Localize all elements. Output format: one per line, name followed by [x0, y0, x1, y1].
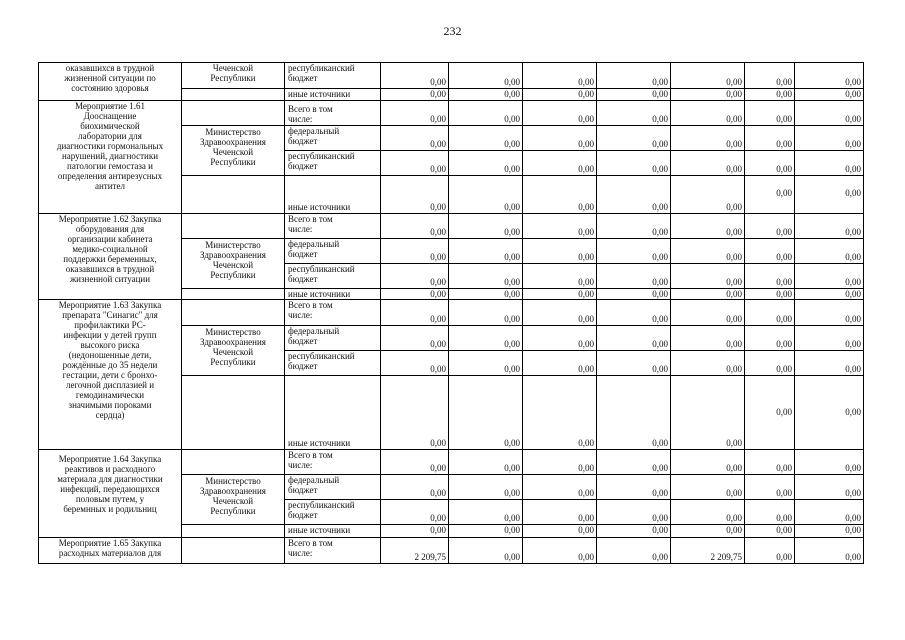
source-cell: федеральный бюджет [284, 325, 380, 350]
value-cell: 0,00 [596, 537, 670, 563]
value-cell: 0,00 [744, 288, 794, 299]
value-cell: 0,00 [380, 474, 448, 499]
value-cell: 0,00 [744, 125, 794, 150]
value-cell: 0,00 [670, 524, 744, 537]
value-cell: 0,00 [522, 88, 596, 100]
value-cell: 0,00 [670, 175, 744, 213]
value-cell: 0,00 [794, 88, 864, 100]
value-cell: 0,00 [670, 350, 744, 375]
value-cell: 0,00 [794, 100, 864, 125]
value-cell: 0,00 [794, 62, 864, 88]
value-cell: 0,00 [522, 449, 596, 474]
source-cell: иные источники [284, 88, 380, 100]
value-cell: 0,00 [794, 325, 864, 350]
value-cell: 0,00 [380, 213, 448, 238]
value-cell: 0,00 [744, 175, 794, 213]
value-cell: 2 209,75 [670, 537, 744, 563]
value-cell: 0,00 [794, 175, 864, 213]
measure-cell-1-64: Мероприятие 1.64 Закупка реактивов и расходного материала для диагностики инфекций, передающихся половым путем, у беремнных и родильниц [38, 449, 181, 537]
value-cell: 0,00 [744, 524, 794, 537]
value-cell: 0,00 [380, 325, 448, 350]
value-cell: 0,00 [522, 213, 596, 238]
source-cell: республиканский бюджет [284, 263, 380, 288]
value-cell: 0,00 [744, 238, 794, 263]
source-cell: Всего в том числе: [284, 299, 380, 325]
value-cell: 0,00 [596, 175, 670, 213]
executor-cell: Чеченской Республики [181, 62, 284, 88]
value-cell: 0,00 [522, 325, 596, 350]
value-cell: 0,00 [448, 299, 522, 325]
executor-cell-empty [181, 88, 284, 100]
value-cell: 0,00 [670, 213, 744, 238]
source-cell: иные источники [284, 375, 380, 449]
value-cell: 0,00 [522, 150, 596, 175]
value-cell: 0,00 [744, 88, 794, 100]
executor-cell-empty [181, 537, 284, 563]
table-bottom-border [38, 563, 864, 564]
value-cell: 0,00 [744, 375, 794, 449]
value-cell: 0,00 [670, 474, 744, 499]
value-cell: 0,00 [380, 499, 448, 524]
value-cell: 0,00 [596, 150, 670, 175]
value-cell: 0,00 [448, 238, 522, 263]
value-cell: 0,00 [670, 325, 744, 350]
source-cell: иные источники [284, 175, 380, 213]
value-cell: 0,00 [596, 299, 670, 325]
value-cell: 0,00 [522, 524, 596, 537]
value-cell: 0,00 [596, 325, 670, 350]
executor-cell: Министерство Здравоохранения Чеченской Республики [181, 238, 284, 288]
value-cell: 0,00 [794, 150, 864, 175]
value-cell: 0,00 [794, 499, 864, 524]
page-number: 232 [443, 24, 462, 38]
value-cell: 0,00 [448, 449, 522, 474]
value-cell: 0,00 [794, 449, 864, 474]
value-cell: 0,00 [744, 537, 794, 563]
value-cell: 0,00 [380, 100, 448, 125]
executor-cell-empty [181, 213, 284, 238]
value-cell: 0,00 [522, 288, 596, 299]
value-cell: 0,00 [596, 288, 670, 299]
value-cell: 0,00 [522, 238, 596, 263]
value-cell: 0,00 [794, 238, 864, 263]
measure-cell-1-63: Мероприятие 1.63 Закупка препарата "Синагис" для профилактики РС- инфекции у детей групп высокого риска (недоношенные дети, рождённые до 35 недели гестации, дети с бронхо- легочной дисплазией и гемодинамически значимыми пороками сердца) [38, 299, 181, 449]
value-cell: 0,00 [522, 100, 596, 125]
value-cell: 0,00 [744, 213, 794, 238]
value-cell: 0,00 [380, 288, 448, 299]
value-cell: 0,00 [744, 474, 794, 499]
value-cell: 0,00 [380, 263, 448, 288]
source-cell: республиканский бюджет [284, 350, 380, 375]
value-cell: 0,00 [596, 524, 670, 537]
value-cell: 0,00 [670, 449, 744, 474]
value-cell: 0,00 [448, 88, 522, 100]
value-cell: 0,00 [448, 100, 522, 125]
value-cell: 0,00 [522, 499, 596, 524]
value-cell: 0,00 [380, 125, 448, 150]
value-cell: 0,00 [744, 499, 794, 524]
value-cell: 0,00 [596, 499, 670, 524]
executor-cell-empty [181, 299, 284, 325]
value-cell: 0,00 [596, 350, 670, 375]
value-cell: 0,00 [380, 375, 448, 449]
value-cell: 0,00 [794, 263, 864, 288]
source-cell: республиканский бюджет [284, 62, 380, 88]
measure-cell-1-65: Мероприятие 1.65 Закупка расходных материалов для [38, 537, 181, 563]
source-cell: иные источники [284, 288, 380, 299]
value-cell: 0,00 [744, 449, 794, 474]
value-cell: 0,00 [448, 537, 522, 563]
value-cell: 0,00 [670, 288, 744, 299]
value-cell: 0,00 [522, 537, 596, 563]
executor-cell: Министерство Здравоохранения Чеченской Республики [181, 325, 284, 375]
value-cell: 0,00 [596, 100, 670, 125]
value-cell: 0,00 [522, 125, 596, 150]
value-cell: 0,00 [596, 449, 670, 474]
source-cell: федеральный бюджет [284, 125, 380, 150]
measure-cell-1-60-tail: оказавшихся в трудной жизненной ситуации по состоянию здоровья [38, 62, 181, 100]
value-cell: 2 209,75 [380, 537, 448, 563]
value-cell: 0,00 [448, 175, 522, 213]
source-cell: иные источники [284, 524, 380, 537]
value-cell: 0,00 [448, 474, 522, 499]
value-cell: 0,00 [380, 150, 448, 175]
value-cell: 0,00 [596, 88, 670, 100]
executor-cell-empty [181, 288, 284, 299]
value-cell: 0,00 [522, 263, 596, 288]
measure-cell-1-62: Мероприятие 1.62 Закупка оборудования для организации кабинета медико-социальной поддержки беременных, оказавшихся в трудной жизненной ситуации [38, 213, 181, 299]
value-cell: 0,00 [380, 524, 448, 537]
value-cell: 0,00 [670, 62, 744, 88]
source-cell: республиканский бюджет [284, 499, 380, 524]
value-cell: 0,00 [670, 150, 744, 175]
value-cell: 0,00 [380, 299, 448, 325]
value-cell: 0,00 [794, 375, 864, 449]
measure-cell-1-61: Мероприятие 1.61 Дооснащение биохимической лаборатории для диагностики гормональных нарушений, диагностики патологии гемостаза и определения антирезусных антител [38, 100, 181, 213]
value-cell: 0,00 [448, 499, 522, 524]
value-cell: 0,00 [380, 350, 448, 375]
source-cell: Всего в том числе: [284, 213, 380, 238]
value-cell: 0,00 [794, 288, 864, 299]
source-cell: Всего в том числе: [284, 100, 380, 125]
value-cell: 0,00 [670, 88, 744, 100]
value-cell: 0,00 [794, 125, 864, 150]
value-cell: 0,00 [794, 524, 864, 537]
value-cell: 0,00 [522, 375, 596, 449]
value-cell: 0,00 [448, 350, 522, 375]
executor-cell-empty [181, 100, 284, 125]
executor-cell-empty [181, 449, 284, 474]
value-cell: 0,00 [522, 62, 596, 88]
value-cell: 0,00 [744, 62, 794, 88]
value-cell: 0,00 [744, 350, 794, 375]
value-cell: 0,00 [744, 299, 794, 325]
executor-cell: Министерство Здравоохранения Чеченской Республики [181, 125, 284, 175]
value-cell: 0,00 [522, 474, 596, 499]
value-cell: 0,00 [794, 299, 864, 325]
value-cell: 0,00 [448, 213, 522, 238]
value-cell: 0,00 [670, 238, 744, 263]
source-cell: республиканский бюджет [284, 150, 380, 175]
value-cell: 0,00 [522, 175, 596, 213]
source-cell: Всего в том числе: [284, 449, 380, 474]
executor-cell-empty [181, 175, 284, 213]
value-cell: 0,00 [596, 238, 670, 263]
value-cell: 0,00 [448, 150, 522, 175]
value-cell: 0,00 [670, 100, 744, 125]
value-cell: 0,00 [380, 88, 448, 100]
value-cell: 0,00 [744, 325, 794, 350]
value-cell: 0,00 [670, 125, 744, 150]
value-cell: 0,00 [794, 213, 864, 238]
value-cell: 0,00 [448, 524, 522, 537]
value-cell: 0,00 [794, 537, 864, 563]
value-cell: 0,00 [794, 350, 864, 375]
value-cell: 0,00 [596, 125, 670, 150]
value-cell: 0,00 [670, 375, 744, 449]
value-cell: 0,00 [522, 299, 596, 325]
value-cell: 0,00 [522, 350, 596, 375]
value-cell: 0,00 [380, 62, 448, 88]
value-cell: 0,00 [448, 125, 522, 150]
value-cell: 0,00 [670, 499, 744, 524]
value-cell: 0,00 [380, 449, 448, 474]
source-cell: федеральный бюджет [284, 474, 380, 499]
executor-cell-empty [181, 375, 284, 449]
value-cell: 0,00 [380, 175, 448, 213]
value-cell: 0,00 [448, 288, 522, 299]
value-cell: 0,00 [596, 263, 670, 288]
executor-cell-empty [181, 524, 284, 537]
source-cell: Всего в том числе: [284, 537, 380, 563]
value-cell: 0,00 [670, 299, 744, 325]
value-cell: 0,00 [744, 100, 794, 125]
value-cell: 0,00 [670, 263, 744, 288]
value-cell: 0,00 [448, 325, 522, 350]
value-cell: 0,00 [448, 375, 522, 449]
funding-table [38, 62, 864, 563]
value-cell: 0,00 [794, 474, 864, 499]
value-cell: 0,00 [596, 213, 670, 238]
value-cell: 0,00 [744, 150, 794, 175]
value-cell: 0,00 [380, 238, 448, 263]
value-cell: 0,00 [596, 474, 670, 499]
value-cell: 0,00 [448, 62, 522, 88]
value-cell: 0,00 [596, 375, 670, 449]
value-cell: 0,00 [744, 263, 794, 288]
source-cell: федеральный бюджет [284, 238, 380, 263]
value-cell: 0,00 [596, 62, 670, 88]
value-cell: 0,00 [448, 263, 522, 288]
executor-cell: Министерство Здравоохранения Чеченской Республики [181, 474, 284, 524]
